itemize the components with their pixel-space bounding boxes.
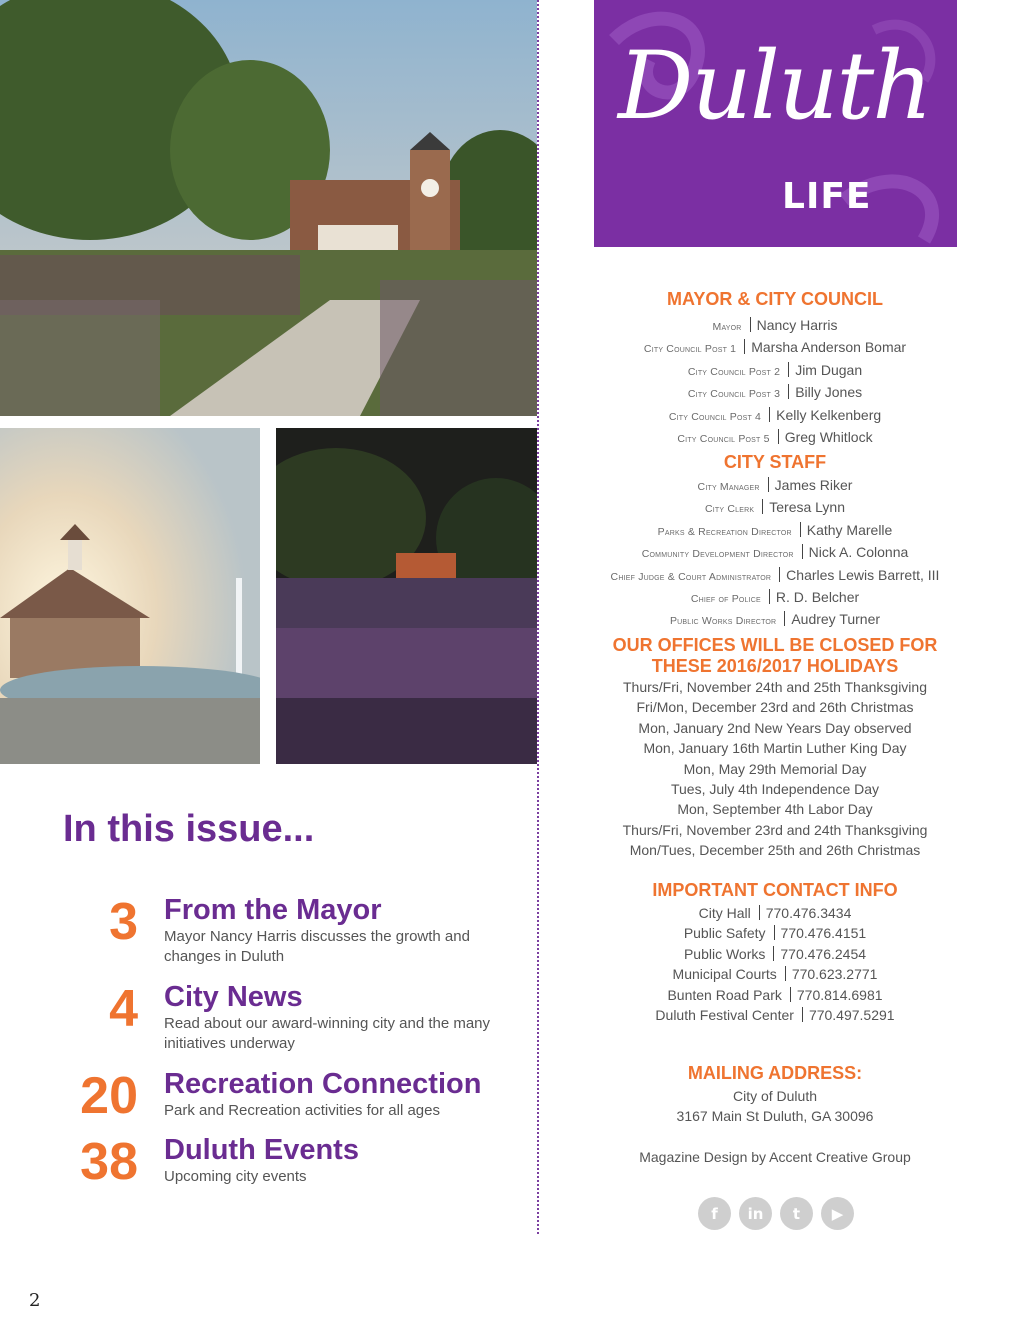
- issue-description: Read about our award-winning city and the many initiatives underway: [164, 1015, 491, 1052]
- issue-page-number: 38: [80, 1133, 138, 1191]
- contact-row: Public Safety 770.476.4151: [683, 925, 867, 942]
- issue-description: Upcoming city events: [164, 1168, 307, 1185]
- contact-heading: IMPORTANT CONTACT INFO: [652, 880, 898, 900]
- mailing-section: [560, 1063, 990, 1127]
- council-row: City Council Post 5 Greg Whitlock: [677, 429, 873, 446]
- youtube-icon[interactable]: ▶: [821, 1197, 854, 1230]
- council-heading: MAYOR & CITY COUNCIL: [666, 289, 884, 309]
- staff-row: City Manager James Riker: [697, 477, 853, 493]
- design-credit: Magazine Design by Accent Creative Group: [639, 1149, 911, 1165]
- staff-row: City Clerk Teresa Lynn: [704, 499, 845, 516]
- mailing-heading: MAILING ADDRESS:: [687, 1063, 863, 1083]
- staff-row: Public Works Director Audrey Turner: [669, 611, 881, 628]
- council-row: City Council Post 2 Jim Dugan: [687, 361, 863, 378]
- holiday-item: Mon/Tues, December 25th and 26th Christmas: [629, 842, 921, 859]
- holidays-section: [560, 635, 990, 861]
- issue-page-number: 4: [109, 980, 138, 1038]
- facebook-icon[interactable]: f: [698, 1197, 731, 1230]
- logo-script-word: Duluth: [618, 32, 931, 141]
- staff-row: Parks & Recreation Director Kathy Marelle: [657, 521, 893, 538]
- twitter-icon[interactable]: t: [780, 1197, 813, 1230]
- mailing-line: 3167 Main St Duluth, GA 30096: [676, 1108, 874, 1125]
- council-row: City Council Post 4 Kelly Kelkenberg: [668, 406, 882, 423]
- duluth-life-logo: [594, 0, 957, 247]
- contact-row: City Hall 770.476.3434: [698, 905, 852, 921]
- contact-row: Bunten Road Park 770.814.6981: [667, 986, 883, 1003]
- council-section: [560, 289, 990, 449]
- issue-description: Park and Recreation activities for all ages: [164, 1102, 440, 1119]
- council-row: City Council Post 1 Marsha Anderson Bomar: [643, 339, 907, 356]
- town-green-concert-photo: [0, 0, 537, 416]
- issue-title: From the Mayor: [164, 894, 382, 926]
- holiday-item: Mon, September 4th Labor Day: [677, 801, 873, 818]
- issue-page-number: 20: [80, 1067, 138, 1125]
- issue-title: Duluth Events: [164, 1134, 359, 1166]
- contact-section: [560, 880, 990, 1025]
- issue-heading: In this issue...: [63, 808, 315, 850]
- holidays-heading-line1: OUR OFFICES WILL BE CLOSED FOR: [612, 635, 938, 655]
- night-crowd-photo: [276, 428, 537, 764]
- council-row: Mayor Nancy Harris: [712, 317, 838, 333]
- holiday-item: Thurs/Fri, November 23rd and 24th Thanksgiving: [622, 821, 928, 838]
- staff-row: Chief Judge & Court Administrator Charles Lewis Barrett, III: [610, 566, 940, 583]
- holiday-item: Mon, January 16th Martin Luther King Day: [643, 740, 907, 757]
- contact-row: Municipal Courts 770.623.2771: [672, 966, 878, 983]
- issue-item[interactable]: [60, 894, 530, 974]
- staff-section: [560, 452, 990, 632]
- staff-row: Chief of Police R. D. Belcher: [690, 589, 860, 606]
- issue-page-number: 3: [109, 893, 138, 951]
- issue-description: Mayor Nancy Harris discusses the growth and changes in Duluth: [164, 928, 470, 965]
- holiday-item: Fri/Mon, December 23rd and 26th Christmas: [636, 699, 914, 716]
- holiday-item: Mon, January 2nd New Years Day observed: [638, 719, 912, 736]
- mailing-line: City of Duluth: [732, 1088, 818, 1104]
- issue-title: Recreation Connection: [164, 1068, 482, 1100]
- page-number: 2: [29, 1290, 41, 1311]
- holidays-heading-line2: THESE 2016/2017 HOLIDAYS: [651, 656, 899, 676]
- holiday-item: Mon, May 29th Memorial Day: [683, 760, 867, 777]
- issue-item[interactable]: [60, 1134, 530, 1214]
- issue-title: City News: [164, 981, 303, 1013]
- fountain-pavilion-photo: [0, 428, 260, 764]
- social-links: [698, 1197, 854, 1230]
- issue-item[interactable]: [60, 981, 530, 1061]
- council-row: City Council Post 3 Billy Jones: [687, 384, 863, 401]
- contact-row: Public Works 770.476.2454: [683, 945, 867, 962]
- holiday-item: Tues, July 4th Independence Day: [670, 781, 880, 798]
- staff-row: Community Development Director Nick A. Colonna: [641, 544, 909, 561]
- staff-heading: CITY STAFF: [723, 452, 827, 472]
- linkedin-icon[interactable]: in: [739, 1197, 772, 1230]
- logo-life-word: LIFE: [782, 176, 872, 217]
- holiday-item: Thurs/Fri, November 24th and 25th Thanksgiving: [622, 679, 927, 695]
- contact-row: Duluth Festival Center 770.497.5291: [655, 1007, 895, 1024]
- column-divider: [537, 0, 539, 1234]
